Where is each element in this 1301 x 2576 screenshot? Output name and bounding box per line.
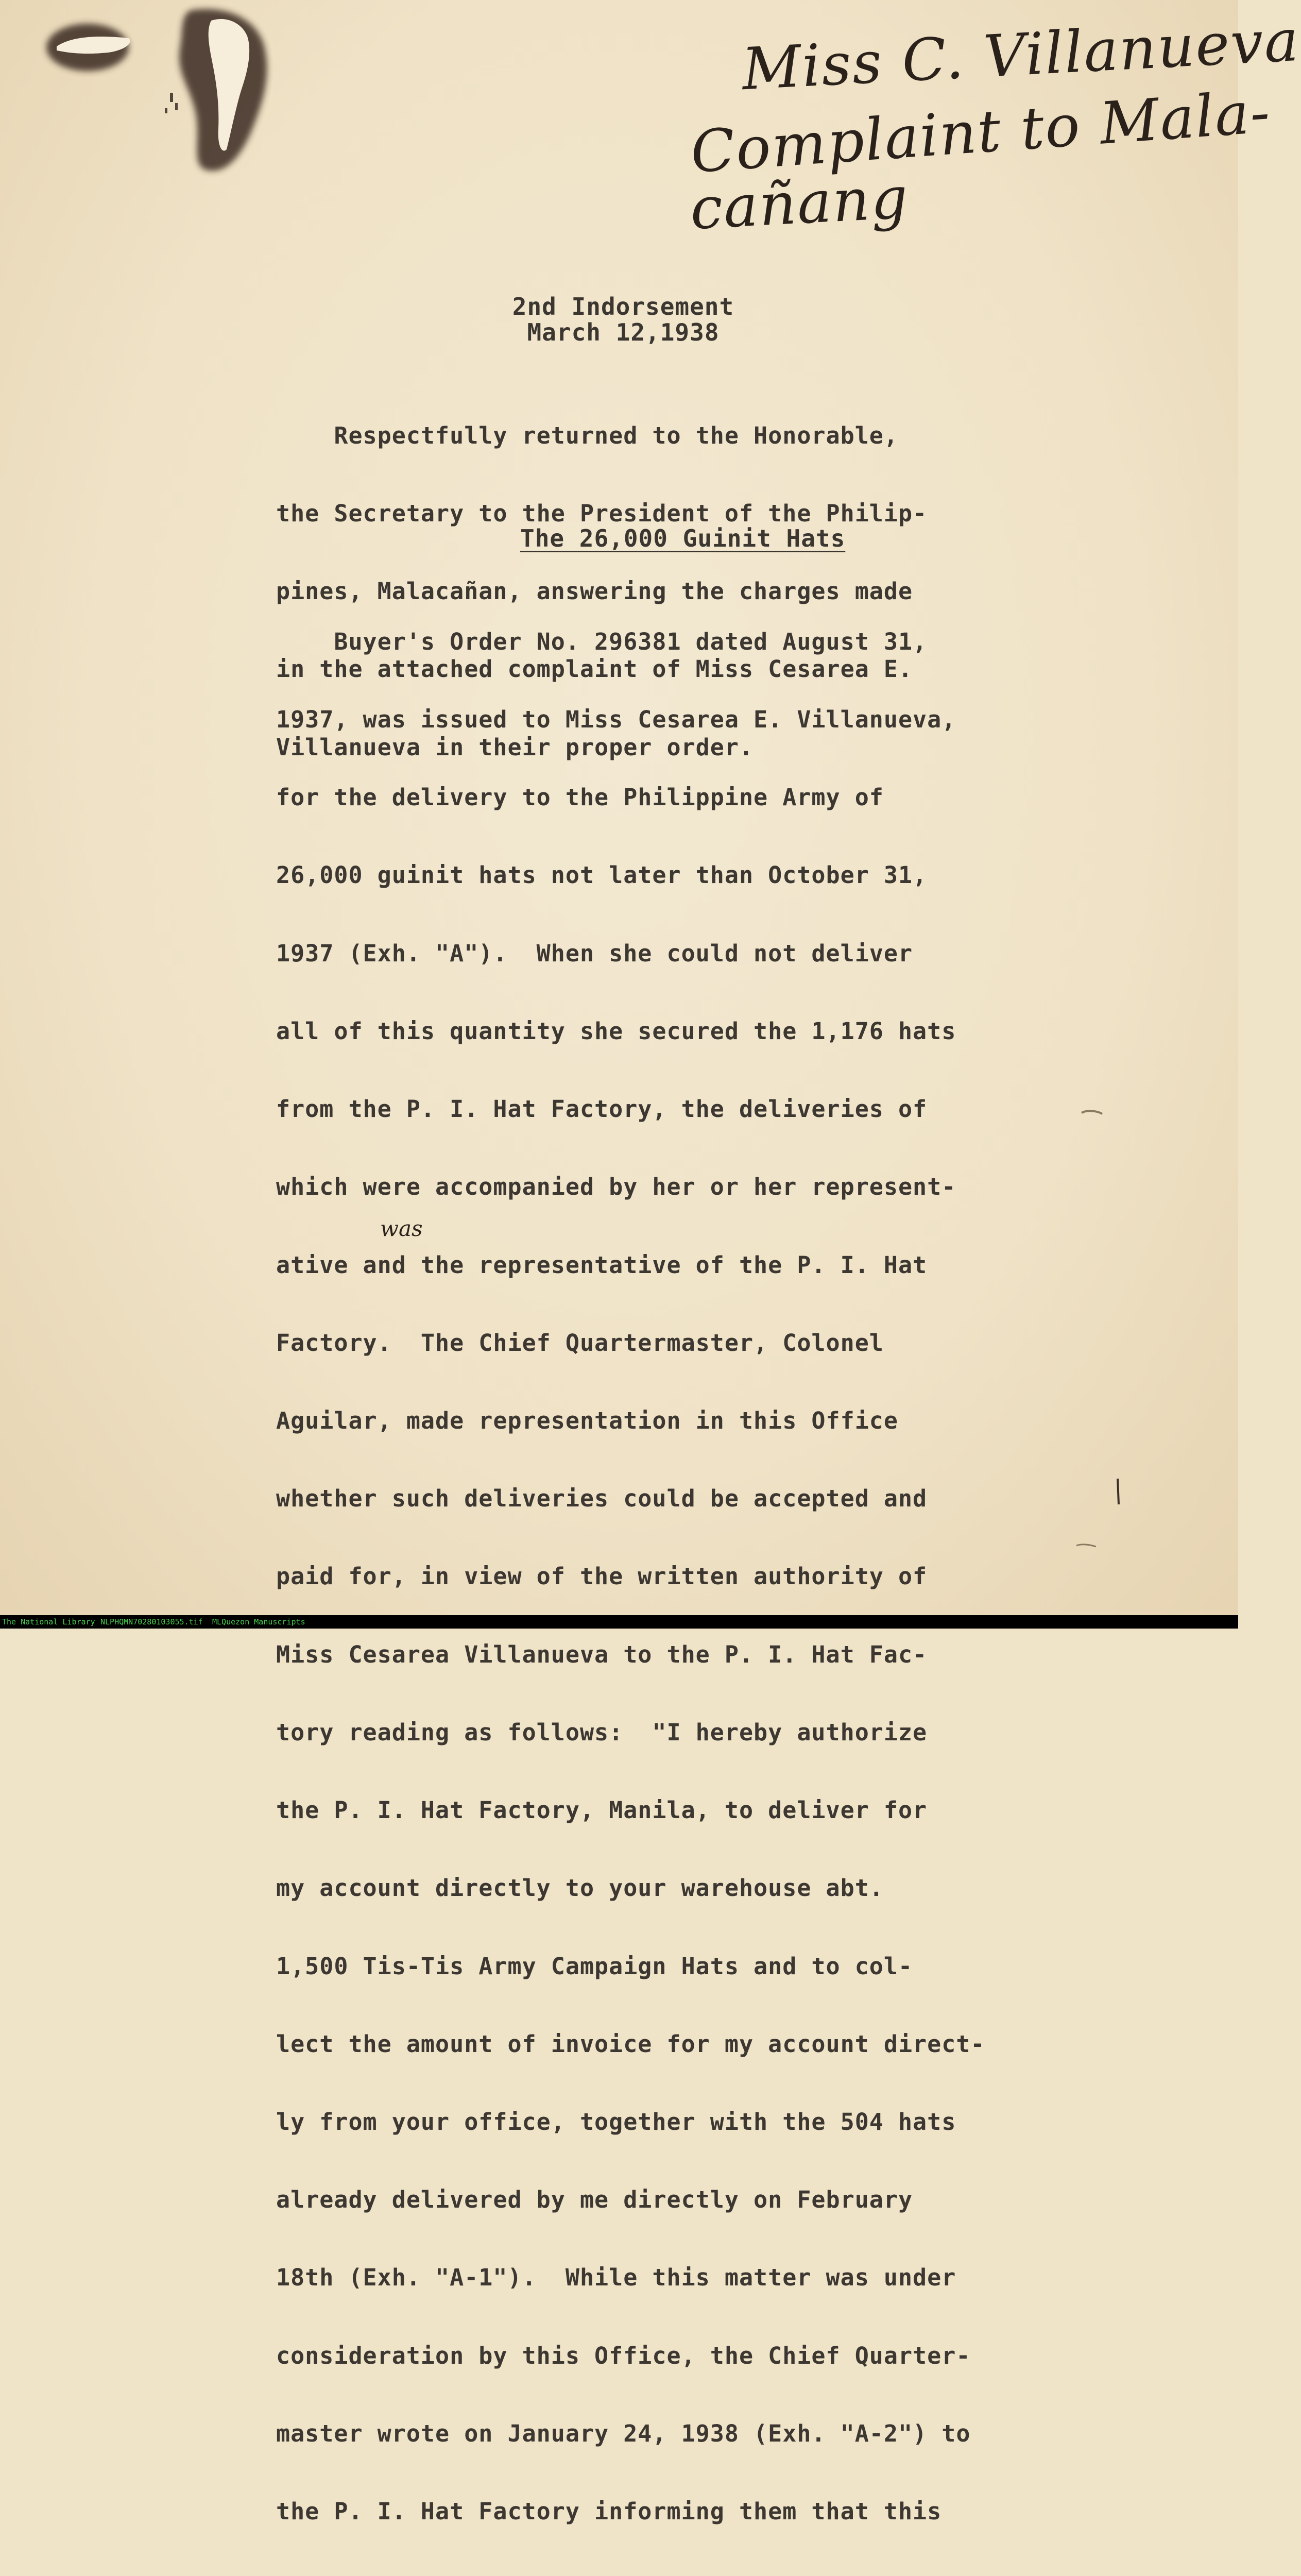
text-line: Miss Cesarea Villanueva to the P. I. Hat Fac- — [276, 1640, 928, 1668]
handwritten-note-line-3: cañang — [688, 164, 911, 243]
text-line: Villanueva in their proper order. — [276, 733, 754, 761]
text-line: lect the amount of invoice for my account direct- — [276, 2030, 985, 2058]
footer-filename: NLPHQMN70280103055.tif — [100, 1617, 203, 1626]
text-line: 1937 (Exh. "A"). When she could not deliver — [276, 939, 913, 967]
text-line: Buyer's Order No. 296381 dated August 31, — [276, 628, 928, 655]
footer-collection: MLQuezon Manuscripts — [212, 1617, 305, 1626]
body-paragraph — [276, 577, 985, 2576]
handwritten-insert: was — [380, 1216, 423, 1241]
text-line: from the P. I. Hat Factory, the deliveries of — [276, 1095, 928, 1123]
staple-stain-graphic — [21, 0, 309, 185]
text-line: 18th (Exh. "A-1"). While this matter was under — [276, 2264, 956, 2292]
text-line: whether such deliveries could be accepted and — [276, 1485, 928, 1513]
text-line: all of this quantity she secured the 1,176 hats — [276, 1017, 956, 1045]
text-line: 26,000 guinit hats not later than October 31, — [276, 861, 928, 889]
text-line: 1,500 Tis-Tis Army Campaign Hats and to col- — [276, 1952, 913, 1980]
text-line: master wrote on January 24, 1938 (Exh. "A-2") to — [276, 2419, 971, 2447]
text-line: the P. I. Hat Factory informing them that this — [276, 2498, 942, 2526]
footer-library: The National Library — [2, 1617, 95, 1626]
text-line: for the delivery to the Philippine Army of — [276, 784, 884, 811]
text-line: which were accompanied by her or her represent- — [276, 1173, 956, 1201]
text-line: tory reading as follows: "I hereby authorize — [276, 1718, 928, 1746]
text-line: Factory. The Chief Quartermaster, Colonel — [276, 1329, 884, 1357]
text-line: Respectfully returned to the Honorable, — [276, 421, 898, 449]
text-line: pines, Malacañan, answering the charges made — [276, 578, 913, 605]
paper-marks-graphic — [1071, 1108, 1133, 1571]
handwritten-note-line-1: Miss C. Villanueva — [740, 7, 1301, 104]
document-heading: 2nd Indorsement — [512, 293, 734, 320]
text-line: paid for, in view of the written authority of — [276, 1563, 928, 1590]
text-line: Aguilar, made representation in this Office — [276, 1407, 898, 1434]
text-line: ative and the representative of the P. I. Hat — [276, 1251, 928, 1279]
text-line: in the attached complaint of Miss Cesarea E. — [276, 655, 913, 683]
document-date: March 12,1938 — [527, 318, 720, 346]
archive-footer-bar — [0, 1615, 1238, 1629]
text-line: ly from your office, together with the 504 hats — [276, 2108, 956, 2136]
text-line: 1937, was issued to Miss Cesarea E. Villanueva, — [276, 706, 956, 734]
text-line: my account directly to your warehouse abt. — [276, 1874, 884, 1902]
text-line: the P. I. Hat Factory, Manila, to deliver for — [276, 1797, 928, 1824]
text-line: already delivered by me directly on February — [276, 2186, 913, 2214]
text-line: consideration by this Office, the Chief Quarter- — [276, 2342, 971, 2369]
handwritten-note-line-2: Complaint to Mala- — [688, 78, 1273, 187]
section-title: The 26,000 Guinit Hats — [520, 524, 846, 552]
text-line: the Secretary to the President of the Philip- — [276, 500, 928, 528]
